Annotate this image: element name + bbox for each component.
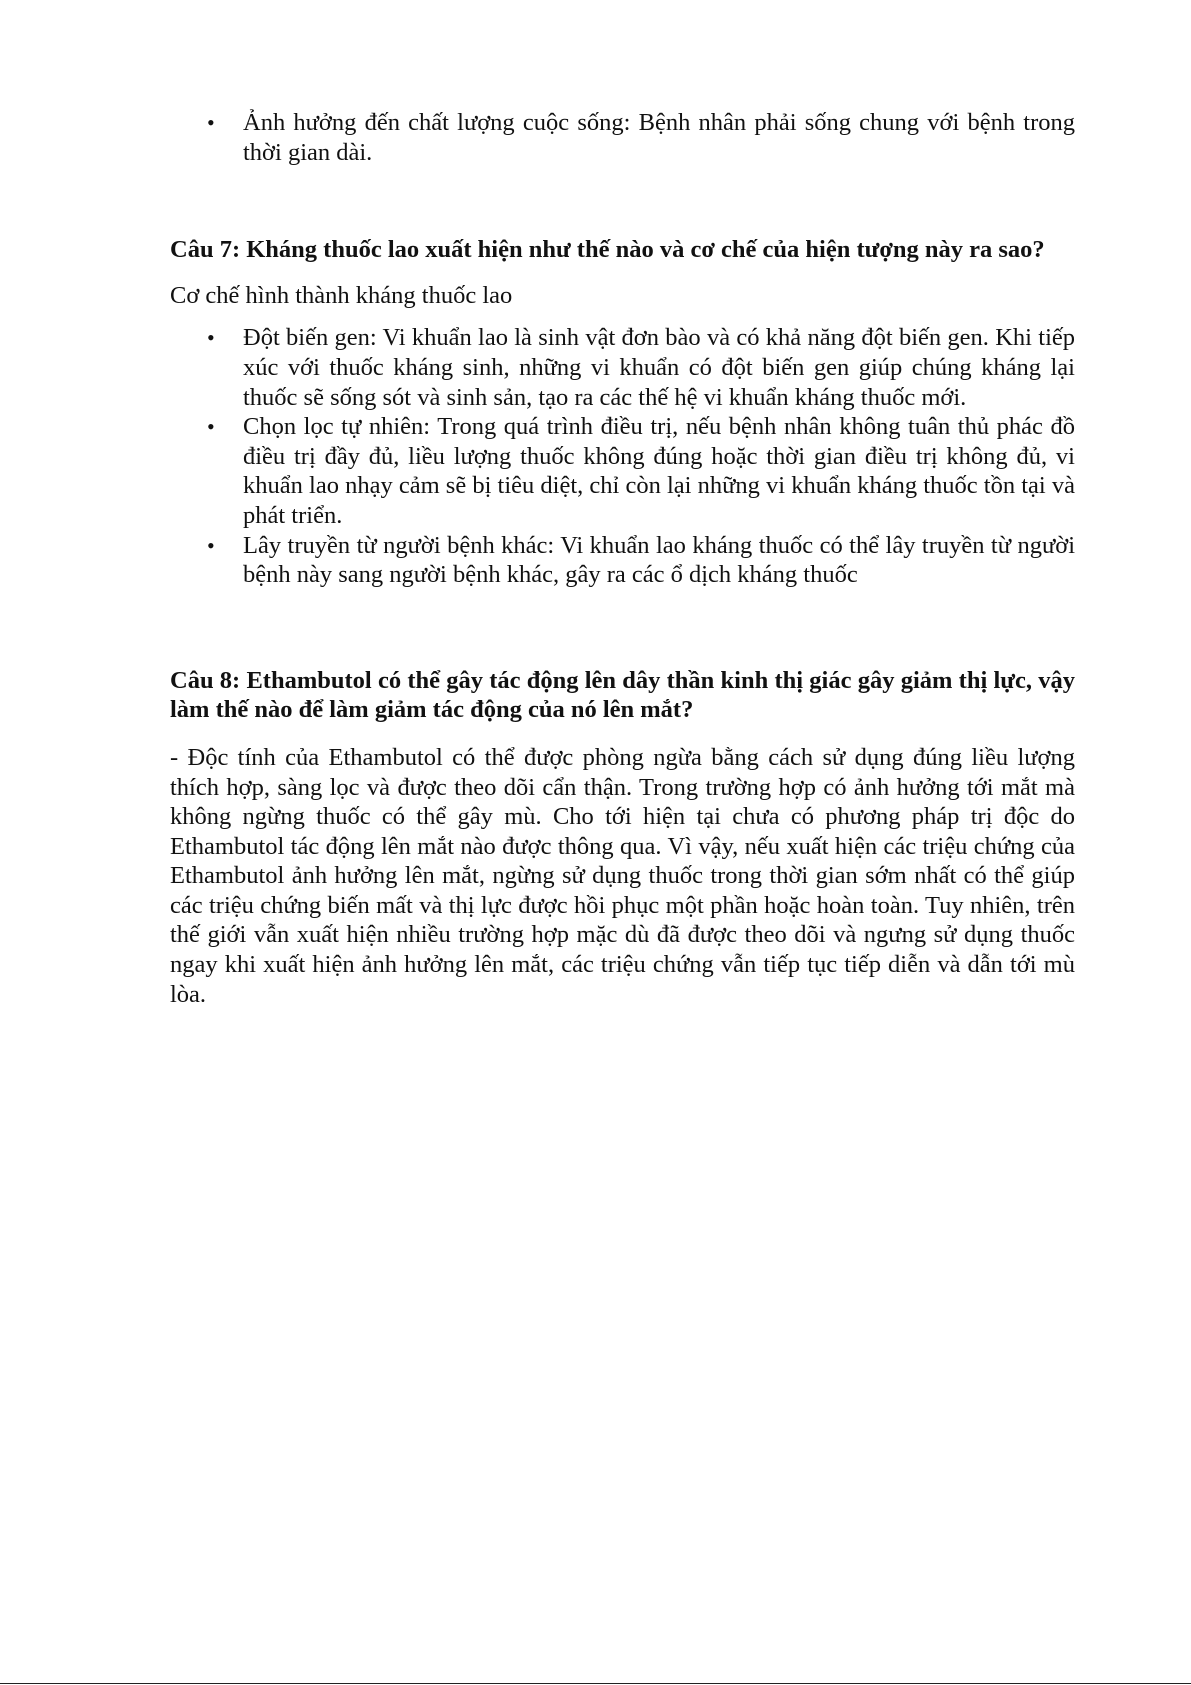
question-7-heading: Câu 7: Kháng thuốc lao xuất hiện như thế nào và cơ chế của hiện tượng này ra sao?: [170, 236, 1045, 264]
document-page: [170, 108, 1075, 1009]
page-bottom-divider: [0, 1683, 1191, 1684]
list-item-text: Đột biến gen: Vi khuẩn lao là sinh vật đơn bào và có khả năng đột biến gen. Khi tiếp xúc với thuốc kháng sinh, những vi khuẩn có đột biến gen giúp chúng kháng lại thuốc sẽ sống sót và sinh sản, tạo ra các thế hệ vi khuẩn kháng thuốc mới.: [243, 324, 1075, 411]
list-item: [170, 108, 1075, 167]
bullet-icon: •: [207, 325, 215, 351]
bullet-icon: •: [207, 110, 215, 135]
question-8-answer: - Độc tính của Ethambutol có thể được phòng ngừa bằng cách sử dụng đúng liều lượng thích hợp, sàng lọc và được theo dõi cẩn thận. Trong trường hợp có ảnh hưởng tới mắt mà không ngừng thuốc có thể gây mù. Cho tới hiện tại chưa có phương pháp trị độc do Ethambutol tác động lên mắt nào được thông qua. Vì vậy, nếu xuất hiện các triệu chứng của Ethambutol ảnh hưởng lên mắt, ngừng sử dụng thuốc trong thời gian sớm nhất có thể giúp các triệu chứng biến mất và thị lực được hồi phục một phần hoặc hoàn toàn. Tuy nhiên, trên thế giới vẫn xuất hiện nhiều trường hợp mặc dù đã được theo dõi và ngưng sử dụng thuốc ngay khi xuất hiện ảnh hưởng lên mắt, các triệu chứng vẫn tiếp tục tiếp diễn và dẫn tới mù lòa.: [170, 743, 1075, 1008]
bullet-icon: •: [207, 414, 215, 440]
list-item: [170, 412, 1075, 530]
question-7-bullet-list: [170, 323, 1075, 589]
question-8-heading: Câu 8: Ethambutol có thể gây tác động lên dây thần kinh thị giác gây giảm thị lực, vậy làm thế nào để làm giảm tác động của nó lên mắt?: [170, 666, 1075, 724]
list-item-text: Lây truyền từ người bệnh khác: Vi khuẩn lao kháng thuốc có thể lây truyền từ người bệnh này sang người bệnh khác, gây ra các ổ dịch kháng thuốc: [243, 531, 1075, 589]
list-item-text: Ảnh hưởng đến chất lượng cuộc sống: Bệnh nhân phải sống chung với bệnh trong thời gian dài.: [243, 109, 1075, 166]
list-item: [170, 323, 1075, 412]
list-item-text: Chọn lọc tự nhiên: Trong quá trình điều trị, nếu bệnh nhân không tuân thủ phác đồ điều trị đầy đủ, liều lượng thuốc không đúng hoặc thời gian điều trị không đủ, vi khuẩn lao nhạy cảm sẽ bị tiêu diệt, chỉ còn lại những vi khuẩn kháng thuốc tồn tại và phát triển.: [243, 413, 1075, 529]
intro-bullet-list: [170, 108, 1075, 167]
bullet-icon: •: [207, 532, 215, 558]
question-7-lead: Cơ chế hình thành kháng thuốc lao: [170, 281, 513, 309]
list-item: [170, 531, 1075, 590]
